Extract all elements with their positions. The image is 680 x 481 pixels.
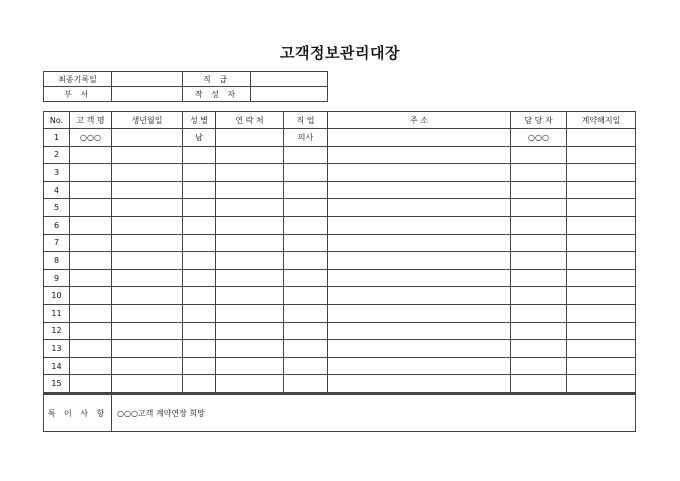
table-cell[interactable] [216,216,284,234]
writer-value[interactable] [251,87,328,102]
header-row [44,112,636,129]
info-row-2 [44,87,328,102]
table-cell[interactable] [70,164,112,182]
table-cell[interactable] [216,340,284,358]
table-cell[interactable] [70,340,112,358]
table-cell[interactable] [328,304,511,322]
table-cell[interactable] [328,199,511,217]
table-cell[interactable] [70,199,112,217]
table-cell[interactable] [183,181,216,199]
table-row [44,375,636,393]
table-cell[interactable] [511,269,567,287]
table-cell[interactable] [216,164,284,182]
table-cell[interactable] [70,234,112,252]
table-cell[interactable] [216,322,284,340]
table-cell[interactable] [183,216,216,234]
table-cell[interactable] [70,287,112,305]
table-cell[interactable] [511,304,567,322]
table-cell[interactable] [112,375,183,393]
table-cell[interactable] [183,357,216,375]
table-cell[interactable] [216,129,284,147]
table-cell[interactable] [216,146,284,164]
table-cell[interactable] [70,216,112,234]
table-cell[interactable] [70,322,112,340]
customer-table [43,111,636,394]
row-number: 3 [44,164,70,182]
row-number: 6 [44,216,70,234]
table-row [44,287,636,305]
dept-label: 부 서 [44,87,112,102]
table-cell[interactable] [567,234,636,252]
row-number: 14 [44,357,70,375]
table-cell[interactable] [216,181,284,199]
table-cell[interactable] [328,216,511,234]
table-cell[interactable] [112,357,183,375]
table-row [44,181,636,199]
column-header: 계약해지일 [567,112,636,129]
notes-table [43,394,636,432]
row-number: 13 [44,340,70,358]
table-cell[interactable] [216,234,284,252]
row-number: 10 [44,287,70,305]
column-header: 연 락 처 [216,112,284,129]
table-cell[interactable] [183,234,216,252]
table-cell[interactable] [284,269,328,287]
table-cell[interactable] [567,181,636,199]
table-cell[interactable] [567,357,636,375]
table-cell[interactable] [328,375,511,393]
table-cell[interactable] [112,181,183,199]
table-cell[interactable] [112,164,183,182]
table-cell[interactable] [511,340,567,358]
column-header: 직 업 [284,112,328,129]
table-cell[interactable] [284,181,328,199]
table-cell[interactable] [112,287,183,305]
table-cell[interactable] [112,234,183,252]
page-title: 고객정보관리대장 [280,44,400,62]
last-record-label: 최종기록일 [44,72,112,87]
table-cell[interactable] [70,375,112,393]
table-cell[interactable] [216,357,284,375]
table-cell[interactable] [567,304,636,322]
info-table [43,71,328,102]
table-cell[interactable] [511,322,567,340]
table-cell[interactable] [511,357,567,375]
info-row-1 [44,72,328,87]
table-cell[interactable] [284,375,328,393]
table-cell[interactable] [511,199,567,217]
dept-value[interactable] [112,87,183,102]
table-cell[interactable] [284,340,328,358]
table-cell[interactable] [328,129,511,147]
table-cell[interactable] [284,322,328,340]
table-row [44,252,636,270]
table-cell[interactable] [216,252,284,270]
table-cell[interactable]: ○○○ [70,129,112,147]
table-row [44,269,636,287]
table-cell[interactable] [112,252,183,270]
table-cell[interactable] [70,269,112,287]
table-cell[interactable] [328,146,511,164]
table-cell[interactable] [112,304,183,322]
table-cell[interactable] [70,252,112,270]
table-cell[interactable] [511,287,567,305]
column-header: No. [44,112,70,129]
table-cell[interactable] [511,181,567,199]
table-row [44,357,636,375]
table-cell[interactable] [567,340,636,358]
table-cell[interactable] [183,146,216,164]
row-number: 1 [44,129,70,147]
table-cell[interactable] [183,322,216,340]
table-cell[interactable] [112,146,183,164]
table-cell[interactable] [112,340,183,358]
row-number: 5 [44,199,70,217]
table-cell[interactable] [511,234,567,252]
table-cell[interactable] [216,199,284,217]
table-cell[interactable] [511,252,567,270]
table-cell[interactable] [284,287,328,305]
table-cell[interactable]: 남 [183,129,216,147]
position-value[interactable] [251,72,328,87]
table-cell[interactable] [112,322,183,340]
table-row [44,216,636,234]
row-number: 9 [44,269,70,287]
table-cell[interactable] [216,287,284,305]
table-row [44,322,636,340]
notes-row [44,395,636,432]
row-number: 2 [44,146,70,164]
notes-label: 특 이 사 항 [44,395,112,432]
last-record-value[interactable] [112,72,183,87]
table-cell[interactable] [70,181,112,199]
table-cell[interactable] [328,269,511,287]
writer-label: 작 성 자 [183,87,251,102]
table-cell[interactable] [284,357,328,375]
table-cell[interactable] [183,304,216,322]
table-cell[interactable] [112,269,183,287]
table-row [44,304,636,322]
table-cell[interactable] [567,287,636,305]
table-body [44,129,636,393]
table-cell[interactable] [216,269,284,287]
table-cell[interactable] [183,269,216,287]
table-cell[interactable] [112,129,183,147]
table-cell[interactable] [328,252,511,270]
table-cell[interactable] [567,322,636,340]
table-cell[interactable] [284,146,328,164]
table-cell[interactable] [216,375,284,393]
table-cell[interactable] [567,375,636,393]
table-cell[interactable] [183,375,216,393]
row-number: 15 [44,375,70,393]
notes-text[interactable]: ○○○고객 계약연장 희망 [112,395,636,432]
table-cell[interactable] [284,216,328,234]
table-cell[interactable] [216,304,284,322]
table-cell[interactable] [284,234,328,252]
row-number: 4 [44,181,70,199]
table-cell[interactable] [70,146,112,164]
table-cell[interactable] [567,216,636,234]
table-row [44,234,636,252]
table-row [44,340,636,358]
table-cell[interactable] [183,199,216,217]
table-cell[interactable] [511,146,567,164]
table-cell[interactable] [567,146,636,164]
row-number: 11 [44,304,70,322]
table-cell[interactable] [183,287,216,305]
table-cell[interactable] [183,164,216,182]
table-row [44,146,636,164]
table-row [44,199,636,217]
table-cell[interactable] [567,199,636,217]
column-header: 생년월일 [112,112,183,129]
table-cell[interactable] [70,357,112,375]
column-header: 고 객 명 [70,112,112,129]
table-cell[interactable] [567,129,636,147]
table-row [44,129,636,147]
table-cell[interactable] [328,287,511,305]
table-cell[interactable] [284,164,328,182]
table-cell[interactable] [328,340,511,358]
table-cell[interactable] [284,304,328,322]
table-cell[interactable] [112,199,183,217]
table-cell[interactable] [328,322,511,340]
table-row [44,164,636,182]
table-cell[interactable] [511,216,567,234]
table-cell[interactable] [328,234,511,252]
table-cell[interactable] [328,164,511,182]
table-cell[interactable]: ○○○ [511,129,567,147]
row-number: 12 [44,322,70,340]
table-cell[interactable] [567,269,636,287]
table-cell[interactable] [328,357,511,375]
table-cell[interactable] [183,252,216,270]
table-cell[interactable] [567,252,636,270]
table-cell[interactable] [511,164,567,182]
table-cell[interactable]: 의사 [284,129,328,147]
table-cell[interactable] [112,216,183,234]
column-header: 성 별 [183,112,216,129]
table-cell[interactable] [284,199,328,217]
table-cell[interactable] [183,340,216,358]
table-cell[interactable] [284,252,328,270]
table-cell[interactable] [70,304,112,322]
column-header: 담 당 자 [511,112,567,129]
column-header: 주 소 [328,112,511,129]
table-cell[interactable] [511,375,567,393]
row-number: 7 [44,234,70,252]
row-number: 8 [44,252,70,270]
table-cell[interactable] [567,164,636,182]
position-label: 직 급 [183,72,251,87]
table-cell[interactable] [328,181,511,199]
